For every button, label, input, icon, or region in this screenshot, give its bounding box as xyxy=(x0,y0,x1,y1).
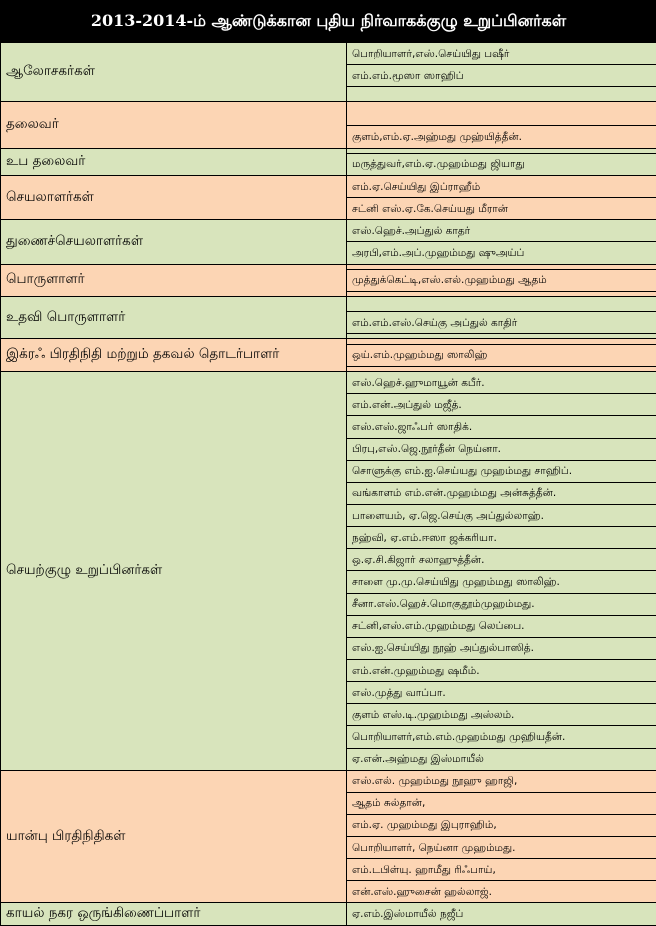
member-name: எஸ்.ஹெச்.ஹுமாயூன் கபீர். xyxy=(347,372,656,394)
member-row xyxy=(1,903,656,926)
spacer-cell xyxy=(347,297,656,312)
member-name: ஏ.என்.அஹ்மது இஸ்மாயீல் xyxy=(347,748,656,770)
member-name: எம்.எம்.மூஸா ஸாஹிப் xyxy=(347,65,656,87)
role-label: யான்பு பிரதிநிதிகள் xyxy=(1,770,347,903)
member-row xyxy=(1,372,656,394)
member-name: பாளையம், ஏ.ஜெ.செய்கு அப்துல்லாஹ். xyxy=(347,504,656,526)
member-name: ஒ.ஏ.சி.கிஜார் சலாஹுத்தீன். xyxy=(347,549,656,571)
spacer-row xyxy=(1,102,656,126)
member-name: பொறியாளர்,எஸ்.செய்யிது பஷீர் xyxy=(347,43,656,65)
member-name: எஸ்.ஐ.செய்யிது நூஹ் அப்துல்பாஸித். xyxy=(347,637,656,659)
role-label: காயல் நகர ஒருங்கிணைப்பாளர் xyxy=(1,903,347,926)
member-row xyxy=(1,43,656,65)
member-name: எம்.டபிள்யு. ஹாமீது ரிஃபாய், xyxy=(347,859,656,881)
member-row xyxy=(1,176,656,198)
member-name: எம்.என்.அப்துல் மஜீத். xyxy=(347,394,656,416)
member-name: எம்.எம்.எஸ்.செய்கு அப்துல் காதிர் xyxy=(347,312,656,334)
role-label: பொருளாளர் xyxy=(1,264,347,297)
member-name: ஏ.எம்.இஸ்மாயீல் நஜீப் xyxy=(347,903,656,926)
member-name: அரபி,எம்.அப்.முஹம்மது ஷுஅய்ப் xyxy=(347,242,656,264)
role-label: ஆலோசகர்கள் xyxy=(1,43,347,102)
title-row xyxy=(1,1,656,43)
role-label: உதவி பொருளாளர் xyxy=(1,297,347,339)
spacer-row xyxy=(1,297,656,312)
member-name: குளம்,எம்.ஏ.அஹ்மது முஹ்யித்தீன். xyxy=(347,126,656,148)
member-name: ஆதம் சுல்தான், xyxy=(347,792,656,814)
member-name: சட்னி எஸ்.ஏ.கே.செய்யது மீரான் xyxy=(347,198,656,220)
member-name: எஸ்.முத்து வாப்பா. xyxy=(347,682,656,704)
role-label: செயலாளர்கள் xyxy=(1,176,347,220)
member-row xyxy=(1,220,656,242)
role-label: துணைச்செயலாளர்கள் xyxy=(1,220,347,264)
member-name: சொளுக்கு எம்.ஐ.செய்யது முஹம்மது சாஹிப். xyxy=(347,460,656,482)
member-name: சட்னி,எஸ்.எம்.முஹம்மது லெப்பை. xyxy=(347,615,656,637)
role-label: இக்ரஃ பிரதிநிதி மற்றும் தகவல் தொடர்பாளர் xyxy=(1,339,347,372)
member-name: குளம் எஸ்.டி.முஹம்மது அஸ்லம். xyxy=(347,704,656,726)
role-label: உப தலைவர் xyxy=(1,148,347,175)
member-name: எம்.ஏ. முஹம்மது இபுராஹிம், xyxy=(347,814,656,836)
member-name: வங்காளம் எம்.என்.முஹம்மது அன்சுத்தீன். xyxy=(347,482,656,504)
member-name: மருத்துவர்,எம்.ஏ.முஹம்மது ஜியாது xyxy=(347,153,656,175)
member-name: எம்.ஏ.செய்யிது இப்ராஹீம் xyxy=(347,176,656,198)
member-name: பொறியாளர்,எம்.எம்.முஹம்மது முஹியதீன். xyxy=(347,726,656,748)
member-name: எஸ்.எல். முஹம்மது நூஹு ஹாஜி, xyxy=(347,770,656,792)
member-name: நஹ்வி, ஏ.எம்.ஈஸா ஜக்கரியா. xyxy=(347,527,656,549)
member-name: என்.எஸ்.ஹுசைன் ஹல்லாஜ். xyxy=(347,881,656,903)
member-name: எஸ்.ஹெச்.அப்துல் காதர் xyxy=(347,220,656,242)
member-row xyxy=(1,770,656,792)
member-name: பொறியாளர், நெய்னா முஹம்மது. xyxy=(347,837,656,859)
role-label: செயற்குழு உறுப்பினர்கள் xyxy=(1,372,347,771)
member-name: முத்துக்கெட்டி,எஸ்.எல்.முஹம்மது ஆதம் xyxy=(347,269,656,291)
member-name: எஸ்.எஸ்.ஜாஃபர் ஸாதிக். xyxy=(347,416,656,438)
member-name: ஒய்.எம்.முஹம்மது ஸாலிஹ் xyxy=(347,344,656,366)
member-name: சாளை மு.மு.செய்யிது முஹம்மது ஸாலிஹ். xyxy=(347,571,656,593)
role-label: தலைவர் xyxy=(1,102,347,148)
spacer-cell xyxy=(347,87,656,102)
member-name: சீனா.எஸ்.ஹெச்.மொகுதூம்முஹம்மது. xyxy=(347,593,656,615)
member-name: எம்.என்.முஹம்மது ஷமீம். xyxy=(347,659,656,681)
page-title: 2013-2014-ம் ஆண்டுக்கான புதிய நிர்வாகக்குழு உறுப்பினர்கள் xyxy=(1,1,656,43)
member-name: பிரபு,எஸ்.ஜெ.நூர்தீன் நெய்னா. xyxy=(347,438,656,460)
spacer-cell xyxy=(347,102,656,126)
